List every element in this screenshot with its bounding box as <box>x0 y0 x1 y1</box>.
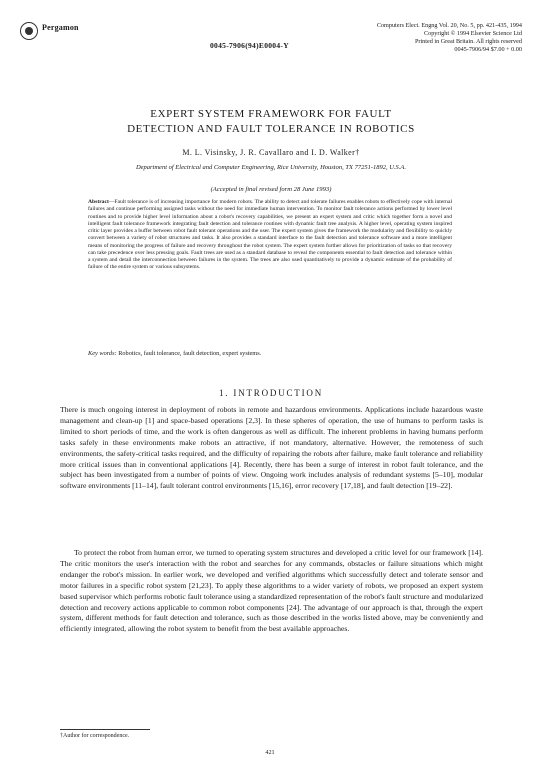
keywords <box>88 350 452 357</box>
price-code: 0045-7906/94 $7.00 + 0.00 <box>454 46 522 53</box>
copyright-line: Copyright © 1994 Elsevier Science Ltd <box>423 30 522 37</box>
section-heading: 1. INTRODUCTION <box>219 388 323 398</box>
footnote-divider <box>60 729 150 730</box>
abstract-label: Abstract <box>88 199 109 205</box>
journal-citation: Computers Elect. Engng Vol. 20, No. 5, pp. 421-435, 1994 <box>376 22 522 29</box>
page-number: 421 <box>265 749 275 756</box>
paper-title <box>40 107 502 137</box>
journal-info <box>302 22 522 54</box>
title-line-1: EXPERT SYSTEM FRAMEWORK FOR FAULT <box>150 108 392 120</box>
title-line-2: DETECTION AND FAULT TOLERANCE IN ROBOTICS <box>127 123 415 135</box>
keywords-text: Robotics, fault tolerance, fault detection, expert systems. <box>116 350 262 357</box>
abstract-text: —Fault tolerance is of increasing importance for modern robots. The ability to detect and tolerate failures enables robots to effectively cope with internal failures and continue performing assigned tasks without the need for immediate human intervention. To monitor fault tolerance actions performed by lower level routines and to provide higher level information about a robot's recovery capabilities, we present an expert system and critic which together form a novel and intelligent fault tolerance framework integrating fault detection and tolerance routines with dynamic fault tree analysis. A higher level, operating system inspired critic layer provides a buffer between robot fault tolerant operations and the user. The expert system gives the framework the modularity and flexibility to quickly convert between a variety of robot structures and tasks. It also provides a standard interface to the fault detection and tolerance software and a more intelligent means of monitoring the progress of failure and recovery throughout the robot system. The expert system further allows for prioritization of tasks so that recovery can take precedence over less pressing goals. Fault trees are used as a standard database to reveal the components essential to fault detection and tolerance within a system and detail the interconnection between failures in the system. The trees are also used quantitatively to provide a dynamic estimate of the probability of failure of the entire system or various subsystems. <box>88 199 452 271</box>
affiliation: Department of Electrical and Computer Engineering, Rice University, Houston, TX 77251-1892, U.S.A. <box>135 164 407 171</box>
intro-paragraph-1: There is much ongoing interest in deployment of robots in remote and hazardous environments. Applications include hazardous waste management and clean-up [1] and space-based operations [2,3]. In these spheres of operation, the use of humans to perform tasks is limited to short periods of time, and the work is often dangerous as well as difficult. The inherent problems in having humans perform tasks safely in these environments make robots an attractive, if not mandatory, alternative. However, the remoteness of such environments, the safety-critical tasks required, and the difficulty of repairing the robots after failure, make fault tolerance and reliability more critical issues than in conventional applications [4]. Recently, there has been a surge of interest in robot fault tolerance, and the subject has been investigated from a number of points of view. Ongoing work includes analysis of redundant systems [5–10], modular software environments [11–14], fault tolerant control environments [15,16], error recovery [17,18], and fault detection [19–22]. <box>60 405 483 491</box>
keywords-label: Key words: <box>88 350 117 357</box>
publisher-name: Pergamon <box>42 23 79 32</box>
pergamon-logo-icon <box>20 22 38 40</box>
author-list: M. L. Visinsky, J. R. Cavallaro and I. D. Walker† <box>182 148 360 157</box>
publisher-logo <box>20 22 170 44</box>
issn-code: 0045-7906(94)E0004-Y <box>210 41 289 50</box>
printed-line: Printed in Great Britain. All rights reserved <box>414 38 522 45</box>
intro-paragraph-2: To protect the robot from human error, we turned to operating system structures and developed a critic level for our framework [14]. The critic monitors the user's interaction with the robot and searches for any commands, obstacles or failure situations which might endanger the robot's mission. In earlier work, we developed and verified algorithms which successfully detect and tolerate sensor and motor failures in a specific robot system [21,23]. To apply these algorithms to a wider variety of robots, we proposed an expert system based supervisor which performs robotic fault tolerance using a standardized representation of the robot's fault structure and modularized detection and recovery actions applicable to common robot components [24]. The advantage of our approach is that, through the expert system, different methods for fault detection and tolerance, such as those described in the works listed above, may be conveniently and efficiently integrated, allowing the robot system to benefit from the best available approaches. <box>60 548 483 634</box>
accepted-date: (Accepted in final revised form 28 June 1993) <box>210 186 332 193</box>
abstract <box>88 199 452 272</box>
footnote: †Author for correspondence. <box>60 733 130 739</box>
